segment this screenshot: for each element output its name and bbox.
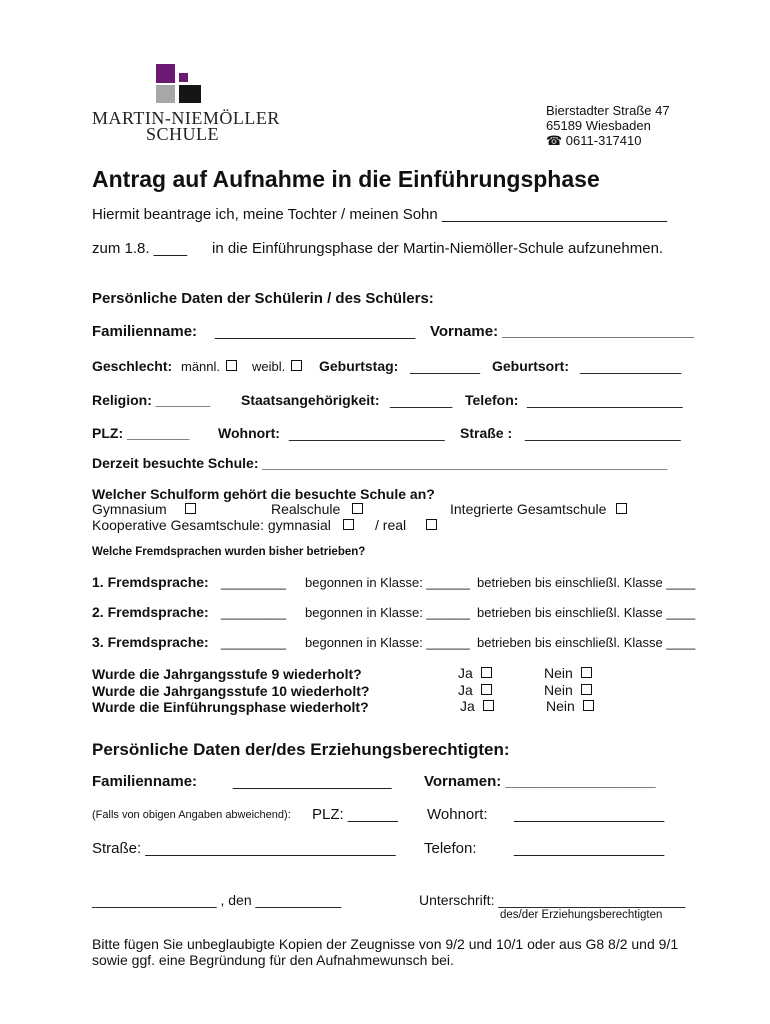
schulform-question: Welcher Schulform gehört die besuchte Schule an? [92,486,435,502]
parent-wohnort-label: Wohnort: [427,806,488,823]
wiederholt-q2-ja[interactable] [458,682,492,698]
nein-label: Nein [544,665,573,681]
signature-ort-datum[interactable]: ________________ , den ___________ [92,892,342,908]
parent-strasse-field[interactable]: Straße: ______________________________ [92,840,396,857]
intro-line1: Hiermit beantrage ich, meine Tochter / meinen Sohn ___________________________ [92,206,668,223]
maennl-label: männl. [181,359,221,374]
wiederholt-q2: Wurde die Jahrgangsstufe 10 wiederholt? [92,683,370,699]
student-vorname-field[interactable]: Vorname: _______________________ [430,323,695,340]
logo-square-purple [156,64,175,83]
intro-line2a: zum 1.8. ____ [92,240,188,257]
parent-familienname-label: Familienname: [92,773,198,790]
integrierte-label: Integrierte Gesamtschule [450,501,607,517]
kooperative-option[interactable] [92,517,354,533]
student-familienname-field[interactable]: ________________________ [215,323,416,340]
kooperative-label: Kooperative Gesamtschule: gymnasial [92,517,331,533]
page-title: Antrag auf Aufnahme in die Einführungsphase [92,166,600,192]
nein-checkbox[interactable] [581,667,592,678]
realschule-option[interactable] [271,501,363,517]
school-name-line2: SCHULE [146,124,220,144]
student-geburtsort-label: Geburtsort: [492,358,569,374]
ja-checkbox[interactable] [483,700,494,711]
ja-checkbox[interactable] [481,684,492,695]
signature-caption: des/der Erziehungsberechtigten [500,909,663,921]
address-city: 65189 Wiesbaden [546,118,651,133]
nein-checkbox[interactable] [583,700,594,711]
intro-line2b: in die Einführungsphase der Martin-Niemöller-Schule aufzunehmen. [212,240,664,257]
student-geburtstag-field[interactable]: _________ [410,358,481,374]
student-strasse-field[interactable]: ____________________ [525,425,681,441]
real-label: / real [375,517,407,533]
footer-note-line2: sowie ggf. eine Begründung für den Aufnahmewunsch bei. [92,952,454,968]
student-geschlecht-label: Geschlecht: [92,358,173,374]
nein-checkbox[interactable] [581,684,592,695]
ja-label: Ja [458,682,473,698]
parent-familienname-field[interactable]: ___________________ [233,773,392,790]
sprache3-bis[interactable]: betrieben bis einschließl. Klasse ____ [477,635,696,650]
real-option[interactable] [375,517,437,533]
logo-square-purple-small [179,73,188,82]
student-geburtsort-field[interactable]: _____________ [580,358,682,374]
logo-square-black [179,85,201,103]
sprache3-field[interactable]: _________ [221,635,287,650]
sprache2-begonnen[interactable]: begonnen in Klasse: ______ [305,605,470,620]
gymnasium-option[interactable] [92,501,196,517]
real-checkbox[interactable] [426,519,437,530]
ja-label: Ja [458,665,473,681]
footer-note-line1: Bitte fügen Sie unbeglaubigte Kopien der Zeugnisse von 9/2 und 10/1 oder aus G8 8/2 und 9/1 [92,936,679,952]
wiederholt-q1-nein[interactable] [544,665,592,681]
maennl-checkbox[interactable] [226,360,237,371]
maennl-option[interactable] [181,359,237,374]
student-geburtstag-label: Geburtstag: [319,358,399,374]
student-heading: Persönliche Daten der Schülerin / des Schülers: [92,290,434,307]
parent-vornamen-field[interactable]: Vornamen: __________________ [424,773,656,790]
student-strasse-label: Straße : [460,425,513,441]
sprache3-label: 3. Fremdsprache: [92,634,209,650]
logo-square-grey [156,85,175,103]
wiederholt-q1-ja[interactable] [458,665,492,681]
student-staats-label: Staatsangehörigkeit: [241,392,380,408]
gymnasium-label: Gymnasium [92,501,167,517]
student-telefon-label: Telefon: [465,392,519,408]
sprache2-label: 2. Fremdsprache: [92,604,209,620]
address-street: Bierstadter Straße 47 [546,103,670,118]
parent-wohnort-field[interactable]: __________________ [514,806,665,823]
parent-telefon-label: Telefon: [424,840,477,857]
student-familienname-label: Familienname: [92,323,198,340]
wiederholt-q3-nein[interactable] [546,698,594,714]
integrierte-option[interactable] [450,501,627,517]
sprache2-bis[interactable]: betrieben bis einschließl. Klasse ____ [477,605,696,620]
weibl-option[interactable] [252,359,302,374]
wiederholt-q3-ja[interactable] [460,698,494,714]
wiederholt-q2-nein[interactable] [544,682,592,698]
sprache2-field[interactable]: _________ [221,605,287,620]
gymnasial-checkbox[interactable] [343,519,354,530]
realschule-label: Realschule [271,501,341,517]
realschule-checkbox[interactable] [352,503,363,514]
student-plz-field[interactable]: PLZ: ________ [92,425,190,441]
address-phone: ☎ 0611-317410 [546,133,642,148]
parent-falls-note: (Falls von obigen Angaben abweichend): [92,809,291,821]
student-wohnort-label: Wohnort: [218,425,280,441]
parent-heading: Persönliche Daten der/des Erziehungsberechtigten: [92,740,510,759]
sprache3-begonnen[interactable]: begonnen in Klasse: ______ [305,635,470,650]
student-religion-field[interactable]: Religion: _______ [92,392,211,408]
wiederholt-q1: Wurde die Jahrgangsstufe 9 wiederholt? [92,666,362,682]
signature-field[interactable]: Unterschrift: ________________________ [419,892,686,908]
student-wohnort-field[interactable]: ____________________ [289,425,445,441]
sprache1-label: 1. Fremdsprache: [92,574,209,590]
school-name-line1: MARTIN-NIEMÖLLER [92,108,280,128]
integrierte-checkbox[interactable] [616,503,627,514]
ja-checkbox[interactable] [481,667,492,678]
student-staats-field[interactable]: ________ [390,392,453,408]
student-schule-field[interactable]: Derzeit besuchte Schule: ____________________________________________________ [92,455,668,471]
sprache1-field[interactable]: _________ [221,575,287,590]
weibl-label: weibl. [252,359,286,374]
nein-label: Nein [546,698,575,714]
sprachen-question: Welche Fremdsprachen wurden bisher betrieben? [92,546,366,558]
weibl-checkbox[interactable] [291,360,302,371]
nein-label: Nein [544,682,573,698]
gymnasium-checkbox[interactable] [185,503,196,514]
parent-telefon-field[interactable]: __________________ [514,840,665,857]
parent-plz-field[interactable]: PLZ: ______ [312,806,398,823]
sprache1-bis[interactable]: betrieben bis einschließl. Klasse ____ [477,575,696,590]
student-telefon-field[interactable]: ____________________ [527,392,683,408]
ja-label: Ja [460,698,475,714]
sprache1-begonnen[interactable]: begonnen in Klasse: ______ [305,575,470,590]
wiederholt-q3: Wurde die Einführungsphase wiederholt? [92,699,369,715]
